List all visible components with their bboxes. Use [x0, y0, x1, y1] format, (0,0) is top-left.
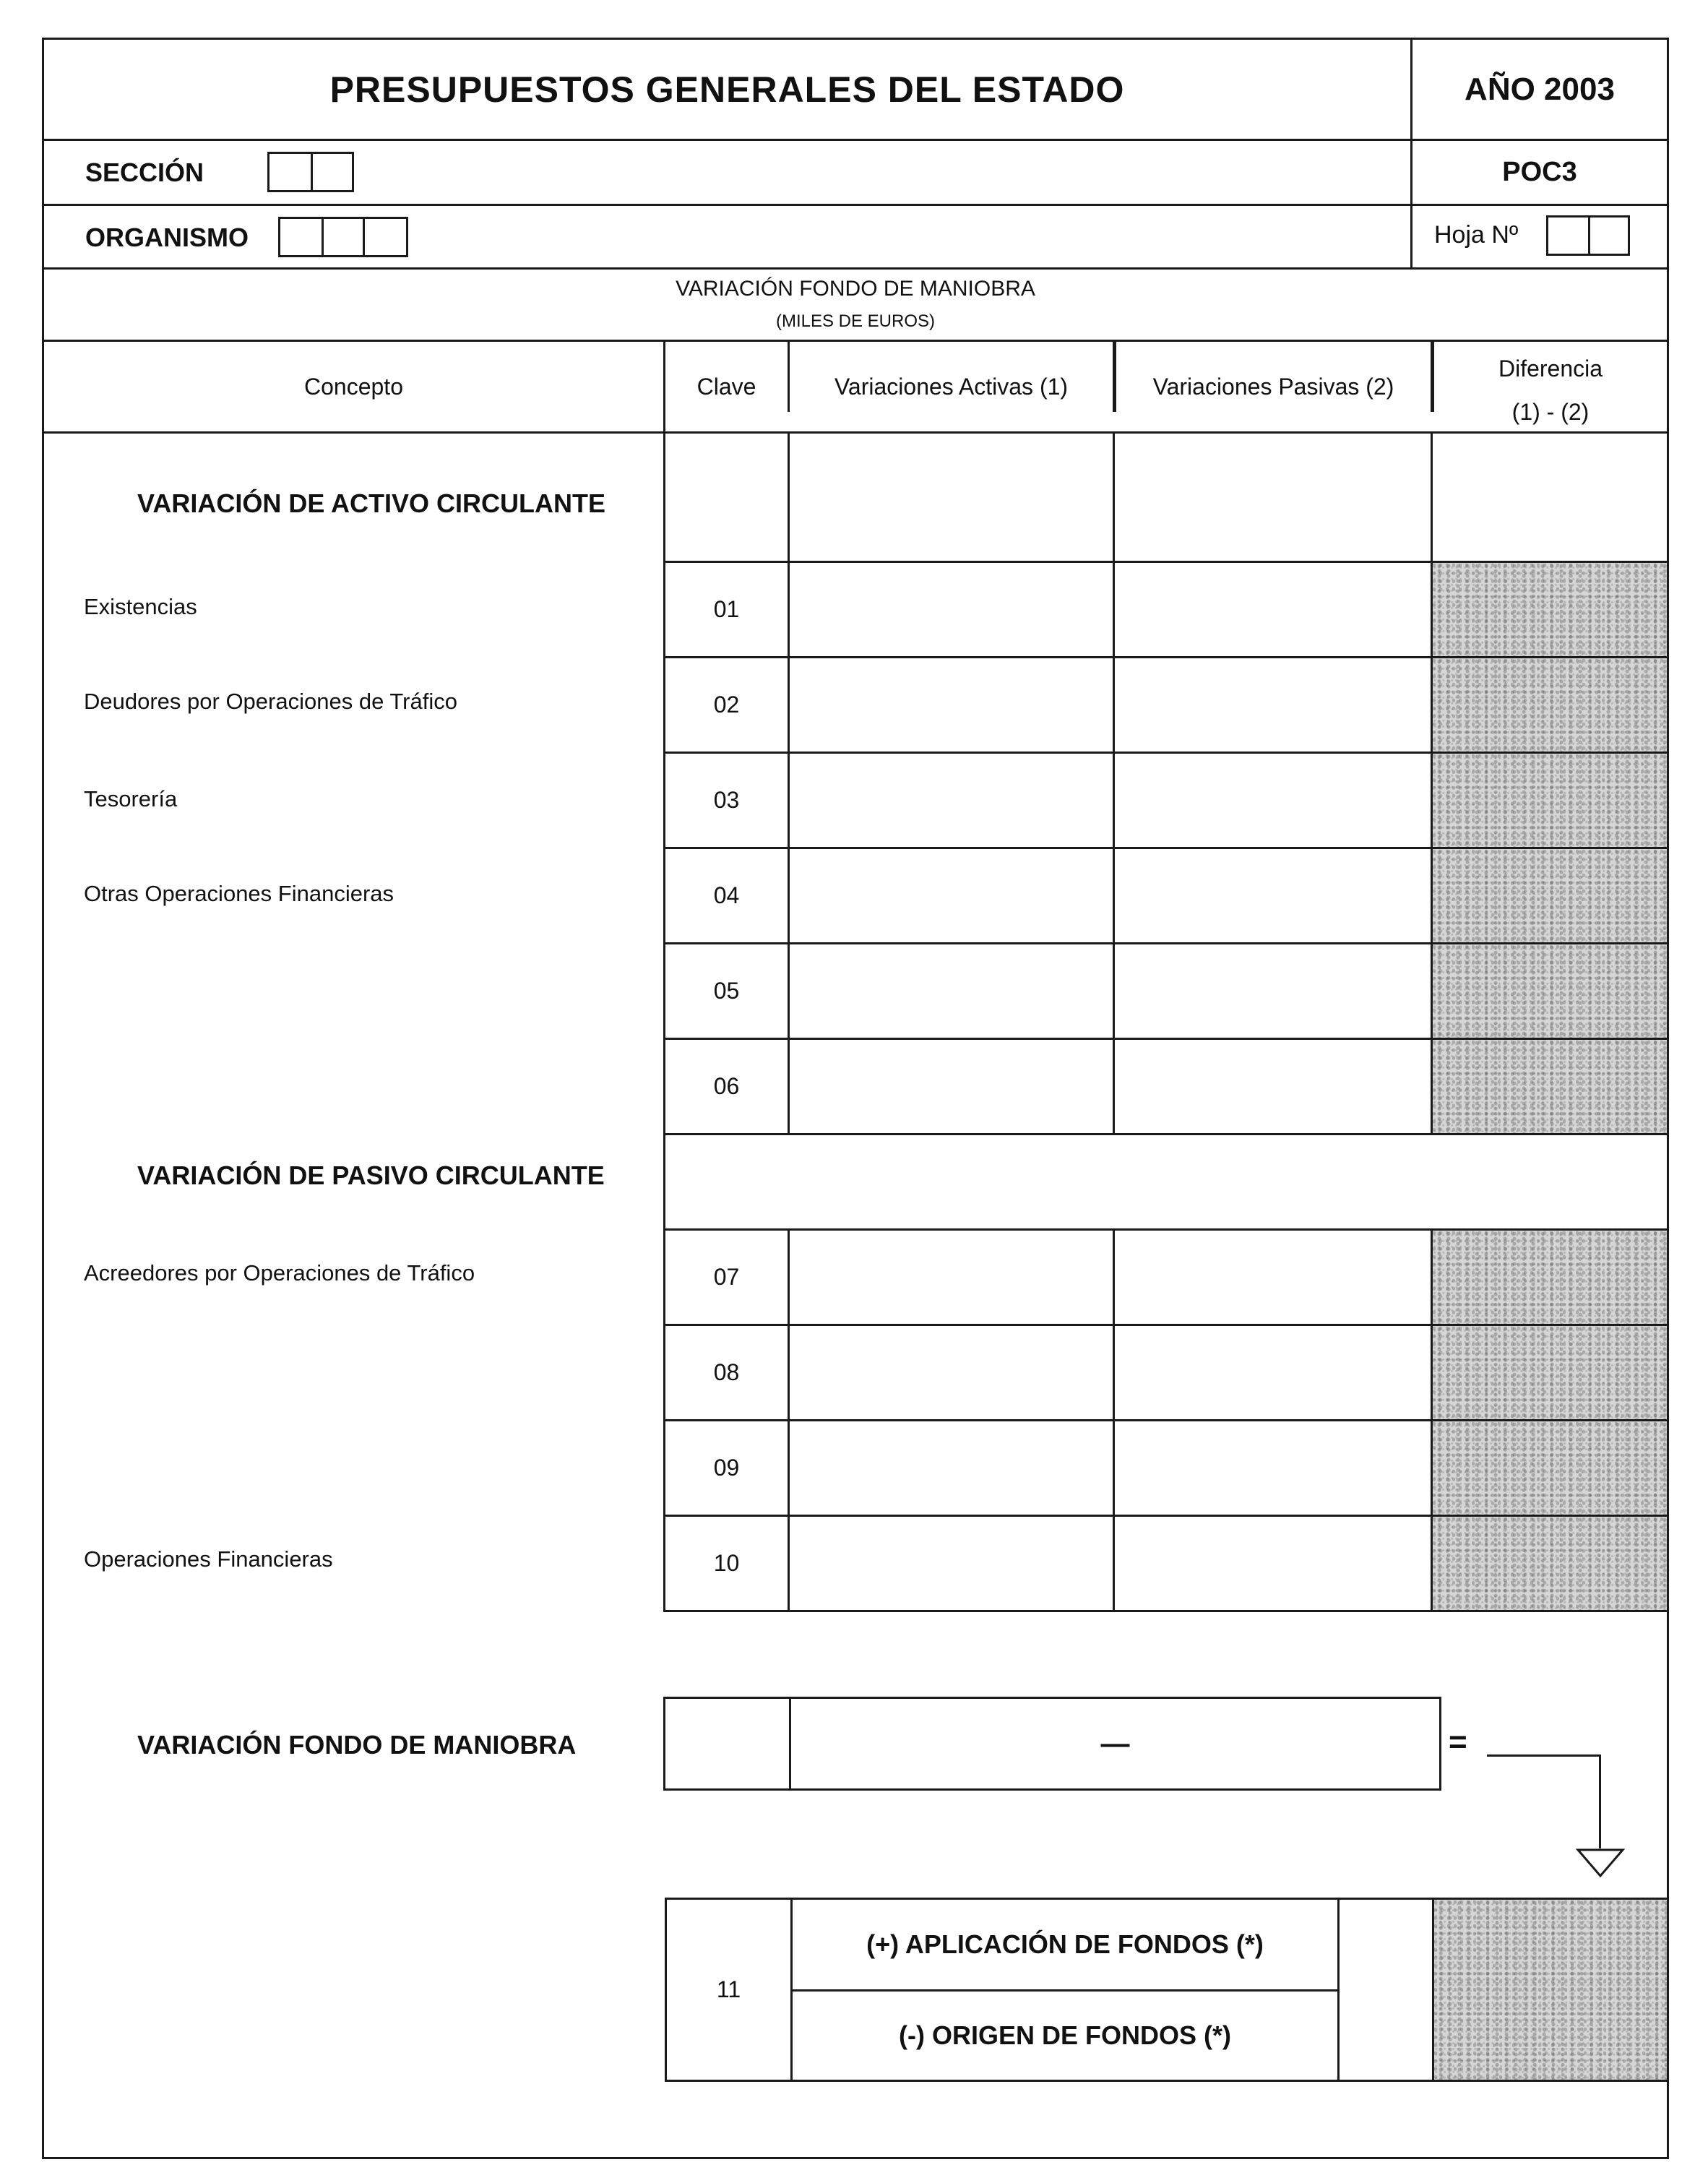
row-activas-input[interactable]	[788, 1228, 1116, 1326]
activo-header-cell-activas	[788, 431, 1116, 563]
result-selector-cell[interactable]	[1337, 1898, 1434, 2082]
result-origen	[790, 1989, 1340, 2082]
row-diferencia-shaded	[1431, 847, 1669, 944]
equals-sign: =	[1449, 1724, 1467, 1760]
clave-text: 08	[713, 1359, 740, 1385]
row-clave	[663, 752, 790, 849]
result-aplicacion	[790, 1898, 1340, 1992]
pasivo-header-cell	[663, 1133, 1669, 1231]
row-pasivas-input[interactable]	[1113, 1515, 1434, 1612]
clave-text: 09	[713, 1455, 740, 1481]
row-clave	[663, 942, 790, 1040]
section-fondo-title: VARIACIÓN FONDO DE MANIOBRA	[137, 1730, 577, 1760]
result-shaded-cell	[1432, 1898, 1669, 2082]
activo-header-cell-pasivas	[1113, 431, 1434, 563]
row-pasivas-input[interactable]	[1113, 656, 1434, 754]
row-concepto: Otras Operaciones Financieras	[84, 881, 394, 906]
row-clave	[663, 656, 790, 754]
col-header-concepto: Concepto	[304, 373, 403, 400]
row-diferencia-shaded	[1431, 656, 1669, 754]
row-clave	[663, 1228, 790, 1326]
organism-code-divider-1	[322, 219, 324, 255]
activo-header-cell-clave	[663, 431, 790, 563]
row-concepto: Operaciones Financieras	[84, 1546, 333, 1572]
origen-label: (-) ORIGEN DE FONDOS (*)	[899, 2020, 1231, 2050]
fondo-cell-left[interactable]	[663, 1697, 791, 1791]
connector-vertical	[1599, 1754, 1601, 1848]
row-clave	[663, 1324, 790, 1421]
clave-text: 01	[713, 596, 740, 622]
row-activas-input[interactable]	[788, 942, 1116, 1040]
organism-code-field[interactable]	[278, 217, 408, 257]
organism-code-divider-2	[363, 219, 365, 255]
row-clave	[663, 1515, 790, 1612]
clave-text: 07	[713, 1264, 740, 1290]
row-diferencia-shaded	[1431, 561, 1669, 658]
result-clave-text: 11	[716, 1976, 741, 2002]
row-pasivas-input[interactable]	[1113, 942, 1434, 1040]
row-diferencia-shaded	[1431, 1038, 1669, 1135]
section-code-field[interactable]	[267, 152, 354, 192]
section-label: SECCIÓN	[85, 158, 204, 187]
row-activas-input[interactable]	[788, 847, 1116, 944]
section-code-divider	[311, 154, 313, 190]
row-concepto: Tesorería	[84, 786, 178, 811]
col-header-pasivas: Variaciones Pasivas (2)	[1152, 373, 1394, 400]
clave-text: 04	[713, 882, 740, 908]
section-activo-title: VARIACIÓN DE ACTIVO CIRCULANTE	[137, 488, 605, 518]
row-diferencia-shaded	[1431, 1515, 1669, 1612]
header-line-3	[42, 267, 1669, 270]
row-diferencia-shaded	[1431, 1419, 1669, 1517]
row-pasivas-input[interactable]	[1113, 752, 1434, 849]
row-activas-input[interactable]	[788, 561, 1116, 658]
row-concepto: Acreedores por Operaciones de Tráfico	[84, 1260, 475, 1286]
activo-header-cell-diferencia	[1431, 431, 1669, 563]
row-pasivas-input[interactable]	[1113, 1038, 1434, 1135]
row-pasivas-input[interactable]	[1113, 847, 1434, 944]
row-diferencia-shaded	[1431, 942, 1669, 1040]
sheet-label: Hoja Nº	[1434, 221, 1519, 249]
sheet-number-divider	[1588, 218, 1590, 254]
row-clave	[663, 1038, 790, 1135]
row-activas-input[interactable]	[788, 1038, 1116, 1135]
row-clave	[663, 1419, 790, 1517]
row-activas-input[interactable]	[788, 1324, 1116, 1421]
row-pasivas-input[interactable]	[1113, 1324, 1434, 1421]
clave-text: 02	[713, 692, 740, 718]
row-activas-input[interactable]	[788, 752, 1116, 849]
header-line-2	[42, 204, 1669, 206]
subtitle-main: VARIACIÓN FONDO DE MANIOBRA	[676, 277, 1035, 301]
row-concepto: Deudores por Operaciones de Tráfico	[84, 689, 457, 714]
row-pasivas-input[interactable]	[1113, 561, 1434, 658]
organism-label: ORGANISMO	[85, 223, 249, 252]
aplicacion-label: (+) APLICACIÓN DE FONDOS (*)	[866, 1929, 1264, 1959]
sheet-number-field[interactable]	[1546, 215, 1630, 256]
row-diferencia-shaded	[1431, 1324, 1669, 1421]
row-clave	[663, 561, 790, 658]
fondo-cell-right[interactable]	[789, 1697, 1441, 1791]
row-pasivas-input[interactable]	[1113, 1419, 1434, 1517]
year-label: AÑO 2003	[1465, 71, 1615, 107]
section-pasivo-title: VARIACIÓN DE PASIVO CIRCULANTE	[137, 1161, 605, 1190]
col-header-diferencia-formula: (1) - (2)	[1511, 398, 1590, 425]
row-concepto: Existencias	[84, 594, 197, 619]
down-triangle-icon	[1575, 1847, 1626, 1879]
col-header-activas: Variaciones Activas (1)	[834, 373, 1069, 400]
row-activas-input[interactable]	[788, 656, 1116, 754]
page-title: PRESUPUESTOS GENERALES DEL ESTADO	[329, 69, 1125, 110]
clave-text: 06	[713, 1073, 740, 1099]
row-activas-input[interactable]	[788, 1515, 1116, 1612]
result-clave	[665, 1898, 793, 2082]
connector-horizontal	[1487, 1754, 1601, 1757]
form-code: POC3	[1502, 157, 1577, 187]
row-pasivas-input[interactable]	[1113, 1228, 1434, 1326]
clave-text: 03	[713, 787, 740, 813]
row-activas-input[interactable]	[788, 1419, 1116, 1517]
clave-text: 05	[713, 978, 740, 1004]
row-clave	[663, 847, 790, 944]
subtitle-unit: (MILES DE EUROS)	[775, 311, 936, 331]
col-header-clave: Clave	[696, 373, 756, 400]
clave-text: 10	[713, 1550, 740, 1576]
minus-sign: —	[1100, 1727, 1130, 1760]
row-diferencia-shaded	[1431, 752, 1669, 849]
frame-bottom	[42, 2157, 1669, 2159]
col-header-diferencia: Diferencia	[1498, 355, 1603, 382]
row-diferencia-shaded	[1431, 1228, 1669, 1326]
